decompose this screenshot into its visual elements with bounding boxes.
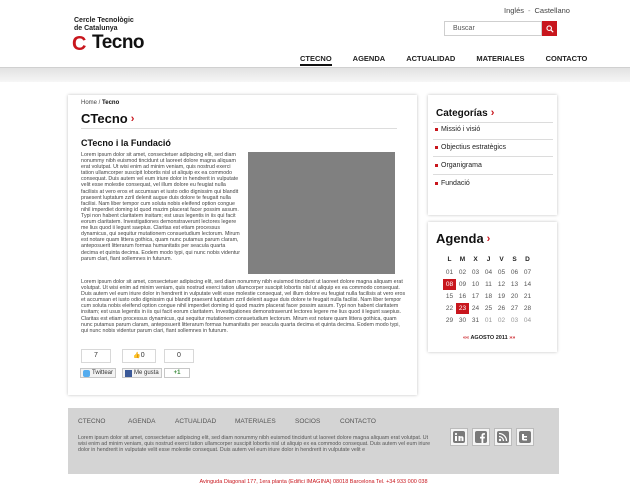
facebook-like-button[interactable] [122, 368, 162, 378]
calendar-day[interactable]: 14 [523, 281, 532, 288]
article-paragraph-2: Lorem ipsum dolor sit amet, consectetuer adipiscing elit, sed diam nonummy nibh euismod tincidunt ut laoreet dolore magna aliquam erat volutpat. Ut wisi enim ad minim veniam, quis nostrud exerci tation ullamcorper suscipit lobortis nisl ut aliquip ex ea commodo consequat. Duis autem vel eum iriure dolor in hendrerit in vulputate velit esse molestie consequat, vel illum dolore eu feugiat nulla facilisis at vero eros et accumsan et iusto odio dignissim qui blandit praesent luptatum zzril delenit augue duis dolore te feugait nulla facilisi. Nam liber tempor cum soluta nobis eleifend option congue nihil imperdiet doming id quod mazim placerat facer possim assum. Typi non habent claritatem insitam; est usus legentis in iis qui facit eorum claritatem. Investigationes demonstraverunt lectores legere me lius quod ii legunt saepius. Claritas est etiam processus dynamicus, qui sequitur mutationem consuetudium lectorum. Mirum est notare quam littera gothica, quam nunc putamus parum claram, anteposuerit litterarum formas humanitatis per seacula quarta decima et quinta decima. Eodem modo typi, qui nunc nobis videntur parum clari, fiant sollemnes in futurum. [81, 279, 406, 334]
calendar-day-next-month[interactable]: 02 [497, 317, 506, 324]
facebook-icon [125, 370, 132, 377]
footer-nav-agenda[interactable]: AGENDA [128, 418, 156, 425]
calendar-day[interactable]: 15 [445, 293, 454, 300]
calendar-day[interactable]: 18 [484, 293, 493, 300]
calendar-day[interactable]: 11 [485, 281, 492, 288]
weekday-label: J [486, 256, 491, 263]
calendar-day[interactable]: 05 [497, 269, 506, 276]
weekday-label: D [525, 256, 530, 263]
logo-subtitle-line2: de Catalunya [74, 25, 118, 32]
bullet-icon [435, 164, 438, 167]
weekday-label: L [447, 256, 452, 263]
facebook-icon [475, 431, 487, 443]
footer-nav-actualidad[interactable]: ACTUALIDAD [175, 418, 217, 425]
logo-subtitle [74, 17, 134, 33]
logo-c-letter: C [72, 34, 87, 52]
calendar-day[interactable]: 03 [471, 269, 480, 276]
calendar-day[interactable]: 13 [510, 281, 519, 288]
calendar-day-event[interactable]: 23 [456, 303, 469, 314]
calendar-month-label: AGOSTO 2011 [470, 335, 508, 341]
calendar-week-4 [443, 303, 534, 314]
main-nav [300, 54, 587, 66]
facebook-count [122, 349, 156, 363]
agenda-title [436, 231, 490, 246]
breadcrumb-separator: / [97, 100, 103, 106]
category-item-organigrama[interactable] [435, 162, 482, 169]
linkedin-icon [453, 431, 465, 443]
chevron-right-icon: › [490, 107, 495, 119]
footer-nav-socios[interactable]: SOCIOS [295, 418, 321, 425]
lang-english-link[interactable]: Inglés [504, 6, 525, 15]
page-title [81, 111, 134, 126]
calendar-day[interactable]: 04 [484, 269, 493, 276]
logo-text: Tecno [92, 32, 145, 53]
facebook-count-value: 0 [140, 352, 145, 359]
twitter-share-label: Twittear [92, 370, 114, 376]
twitter-button[interactable] [516, 428, 534, 446]
footer-address: Avinguda Diagonal 177, 1era planta (Edifici IMAGINA) 08018 Barcelona Tel. +34 933 000 038 [199, 479, 428, 485]
breadcrumb-home[interactable]: Home [81, 100, 98, 106]
calendar-day-next-month[interactable]: 04 [523, 317, 532, 324]
bullet-icon [435, 128, 438, 131]
calendar-day[interactable]: 28 [523, 305, 532, 312]
twitter-icon [519, 431, 531, 443]
nav-item-ctecno[interactable]: CTECNO [300, 54, 332, 66]
facebook-like-label: Me gusta [134, 370, 159, 376]
category-label: Missió i visió [441, 126, 481, 133]
search-button[interactable] [542, 21, 557, 36]
rss-icon [497, 431, 509, 443]
calendar-day[interactable]: 16 [458, 293, 467, 300]
calendar-day[interactable]: 10 [471, 281, 480, 288]
categories-divider [433, 122, 553, 123]
breadcrumb [81, 100, 119, 106]
linkedin-button[interactable] [450, 428, 468, 446]
rss-button[interactable] [494, 428, 512, 446]
bullet-icon [435, 182, 438, 185]
footer-nav-ctecno[interactable]: CTECNO [78, 418, 106, 425]
calendar-day[interactable]: 02 [458, 269, 467, 276]
page-title-text: CTecno [81, 111, 128, 126]
calendar-day[interactable]: 12 [497, 281, 506, 288]
twitter-bird-icon [83, 370, 90, 377]
calendar-day[interactable]: 24 [471, 305, 480, 312]
calendar-prev-button[interactable]: «« [463, 335, 470, 341]
category-label: Objectius estratègics [441, 144, 506, 151]
calendar-week-3 [443, 291, 534, 302]
calendar-day[interactable]: 30 [458, 317, 467, 324]
footer-nav-materiales[interactable]: MATERIALES [235, 418, 276, 425]
calendar-week-2 [443, 279, 534, 290]
categories-title-text: Categorías [436, 107, 488, 119]
lang-separator: - [528, 6, 531, 15]
nav-item-materiales[interactable]: MATERIALES [476, 54, 525, 63]
nav-item-actualidad[interactable]: ACTUALIDAD [406, 54, 456, 63]
twitter-count: 7 [81, 349, 111, 363]
bullet-icon [435, 146, 438, 149]
footer-text: Lorem ipsum dolor sit amet, consectetuer adipiscing elit, sed diam nonummy nibh euismod tincidunt ut laoreet dolore magna aliquam erat volutpat. Ut wisi enim ad minim veniam, quis nostrud exerci tation ullamcorper suscipit lobortis nisl ut aliquip ex ea commodo consequat. Duis autem vel eum iriure dolor in hendrerit in vulputate velit esse molestie consequat. Duis autem vel eum iriure dolor in hendrerit in vulputate velit e [78, 435, 431, 454]
calendar-week-5 [443, 315, 534, 326]
calendar-day[interactable]: 19 [497, 293, 506, 300]
categories-divider [433, 156, 553, 157]
logo[interactable] [72, 34, 144, 52]
calendar-day[interactable]: 09 [458, 281, 467, 288]
calendar-month-nav [463, 335, 515, 341]
lang-spanish-link[interactable]: Castellano [534, 6, 570, 15]
search-icon [546, 25, 554, 33]
category-label: Fundació [441, 180, 470, 187]
categories-divider [433, 139, 553, 140]
nav-item-agenda[interactable]: AGENDA [352, 54, 386, 63]
footer-nav-contacto[interactable]: CONTACTO [340, 418, 376, 425]
weekday-label: V [499, 256, 504, 263]
article-paragraph-1: Lorem ipsum dolor sit amet, consectetuer adipiscing elit, sed diam nonummy nibh euismod tincidunt ut laoreet dolore magna aliquam erat volutpat. Ut wisi enim ad minim veniam, quis nostrud exerci tation ullamcorper suscipit lobortis nisl ut aliquip ex ea commodo consequat. Duis autem vel eum iriure dolor in hendrerit in vulputate velit esse molestie consequat, vel illum dolore eu feugiat nulla facilisis at vero eros et accumsan et iusto odio dignissim qui blandit praesent luptatum zzril delenit augue duis dolore te feugait nulla facilisi. Nam liber tempor cum soluta nobis eleifend option congue nihil imperdiet doming id quod mazim placerat facer possim assum. Typi non habent claritatem insitam; est usus legentis in iis qui facit eorum claritatem. Investigationes demonstraverunt lectores legere me lius quod ii legunt saepius. Claritas est etiam processus dynamicus, qui sequitur mutationem consuetudium lectorum. Mirum est notare quam littera gothica, quam nunc putamus parum claram, anteposuerit litterarum formas humanitatis per seacula quarta decima et quinta decima. Eodem modo typi, qui nunc nobis videntur parum clari, fiant sollemnes in futurum. [81, 152, 240, 262]
category-item-missio[interactable] [435, 126, 480, 133]
title-divider [81, 128, 397, 129]
logo-subtitle-line1: Cercle Tecnològic [74, 17, 134, 24]
weekday-label: M [459, 256, 466, 263]
calendar-day[interactable]: 25 [484, 305, 493, 312]
thumbs-up-icon: 👍 [133, 353, 141, 359]
calendar-day[interactable]: 26 [497, 305, 506, 312]
calendar-day[interactable]: 07 [523, 269, 532, 276]
calendar-day[interactable]: 17 [471, 293, 480, 300]
gplus-button[interactable] [164, 368, 190, 378]
agenda-title-text: Agenda [436, 231, 484, 246]
calendar-next-button[interactable]: »» [509, 335, 516, 341]
calendar-day[interactable]: 22 [445, 305, 454, 312]
language-switcher [504, 6, 570, 15]
calendar-day[interactable]: 20 [510, 293, 519, 300]
search-bar [444, 21, 557, 36]
calendar-day-next-month[interactable]: 03 [510, 317, 519, 324]
calendar-day-next-month[interactable]: 01 [484, 317, 493, 324]
categories-divider [433, 174, 553, 175]
search-input[interactable] [444, 21, 542, 36]
calendar-day[interactable]: 31 [471, 317, 480, 324]
chevron-right-icon: › [486, 232, 491, 245]
chevron-right-icon: › [130, 112, 135, 125]
article-subtitle: CTecno i la Fundació [81, 138, 171, 148]
calendar-day[interactable]: 21 [523, 293, 532, 300]
nav-item-contacto[interactable]: CONTACTO [545, 54, 588, 63]
weekday-label: S [512, 256, 517, 263]
breadcrumb-current: Tecno [102, 100, 120, 106]
categories-title [436, 107, 494, 119]
article-image [248, 152, 395, 274]
gplus-label: +1 [173, 370, 181, 376]
logo-c-mark [72, 34, 91, 52]
twitter-share-button[interactable] [80, 368, 116, 378]
calendar-day[interactable]: 29 [445, 317, 454, 324]
nav-shadow-band [0, 68, 630, 82]
facebook-button[interactable] [472, 428, 490, 446]
calendar-day-event[interactable]: 08 [443, 279, 456, 290]
gplus-count: 0 [164, 349, 194, 363]
calendar-weekday-header [443, 254, 534, 265]
category-label: Organigrama [441, 162, 482, 169]
calendar-week-1 [443, 267, 534, 278]
weekday-label: X [473, 256, 478, 263]
calendar-day[interactable]: 06 [510, 269, 519, 276]
calendar-day[interactable]: 01 [445, 269, 454, 276]
category-item-objectius[interactable] [435, 144, 506, 151]
category-item-fundacio[interactable] [435, 180, 470, 187]
calendar-day[interactable]: 27 [510, 305, 519, 312]
